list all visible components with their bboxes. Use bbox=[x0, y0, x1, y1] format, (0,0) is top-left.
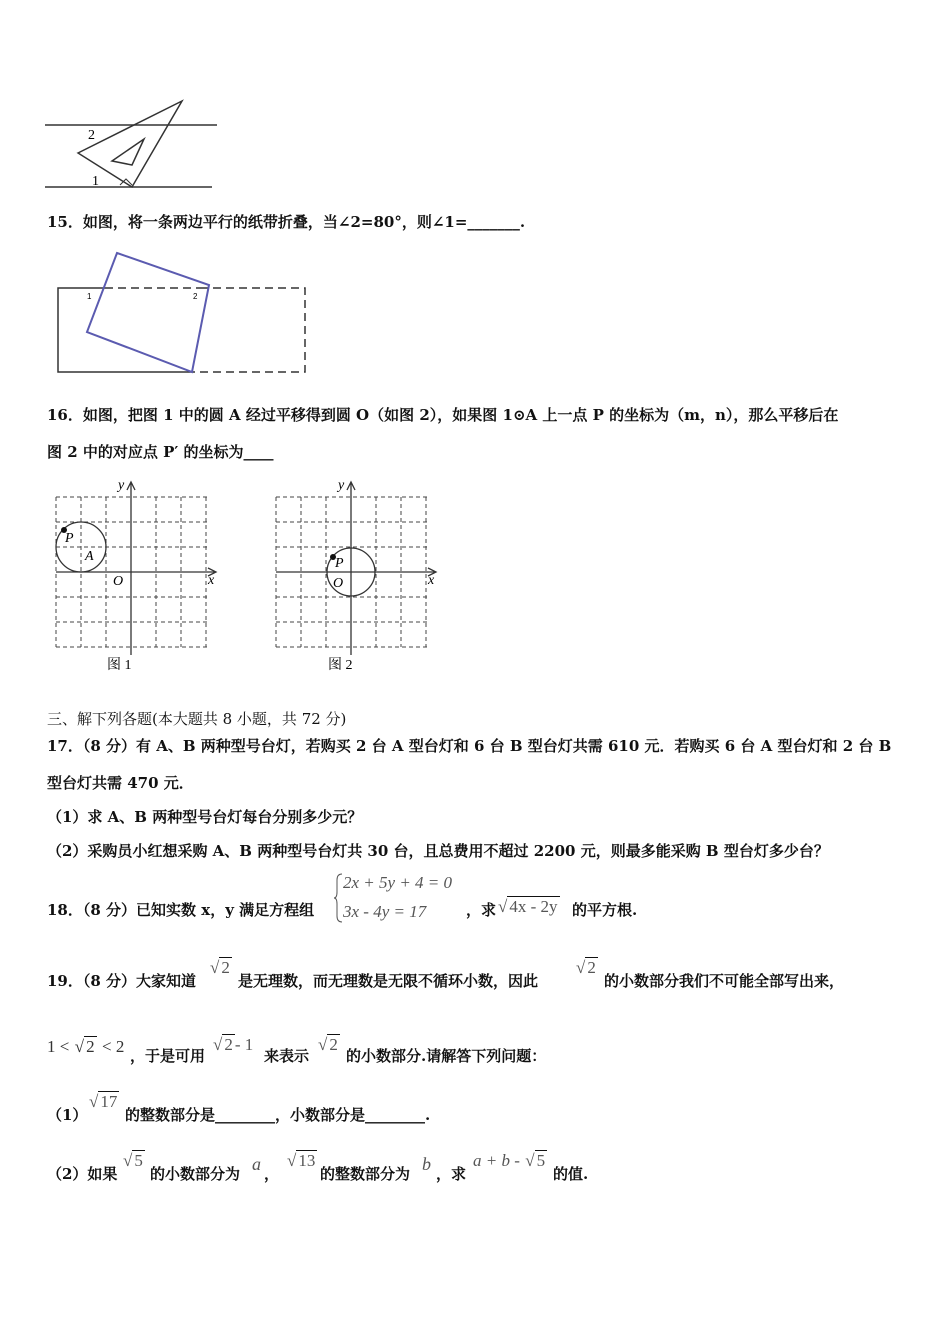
fold-angle-1-label: 1 bbox=[87, 292, 92, 301]
fig1-center-a-label: A bbox=[85, 549, 94, 564]
fig1-origin-label: O bbox=[113, 574, 124, 589]
q16-text-line1: 16．如图，把图 1 中的圆 A 经过平移得到圆 O（如图 2），如果图 1⊙A 上一点 P 的坐标为（m，n），那么平移后在 bbox=[47, 406, 839, 424]
fig1-y-axis-label: y bbox=[118, 478, 125, 493]
fig2-x-axis-label: x bbox=[428, 573, 435, 588]
coordinate-grid-figure-2 bbox=[270, 475, 450, 675]
q19-expression: a + b - √ 5 bbox=[473, 1151, 546, 1170]
angle-1-label: 1 bbox=[92, 174, 99, 189]
fig2-y-axis-label: y bbox=[338, 478, 345, 493]
q19-part2-text-1: 的小数部分为 bbox=[150, 1165, 241, 1183]
q19-text-2: 的小数部分我们不可能全部写出来， bbox=[604, 972, 845, 990]
fig2-caption: 图 2 bbox=[328, 658, 353, 673]
set-square-figure bbox=[40, 95, 225, 195]
q18-equation-1: 2x + 5y + 4 = 0 bbox=[343, 873, 453, 892]
q17-line2: 型台灯共需 470 元． bbox=[47, 774, 194, 792]
q19-sqrt5-a: √ 5 bbox=[123, 1151, 143, 1170]
section-3-heading: 三、解下列各题(本大题共 8 小题，共 72 分) bbox=[47, 710, 347, 728]
q19-part1-text: 的整数部分是________，小数部分是________. bbox=[125, 1106, 431, 1124]
q19-part2-text-3: ，求 bbox=[436, 1165, 467, 1183]
fold-angle-2-label: 2 bbox=[193, 292, 198, 301]
q19-var-b: b bbox=[422, 1154, 431, 1174]
q16-text-line2: 图 2 中的对应点 P′ 的坐标为____ bbox=[47, 443, 274, 461]
q19-sqrt2-minus-1: √ 2 - 1 bbox=[213, 1035, 254, 1054]
angle-2-label: 2 bbox=[88, 128, 95, 143]
q19-sqrt17: √ 17 bbox=[89, 1092, 118, 1111]
q19-prefix: 19．（8 分）大家知道 bbox=[47, 972, 197, 990]
q19-var-a: a bbox=[252, 1154, 261, 1174]
q19-part2-text-4: 的值. bbox=[553, 1165, 589, 1183]
coordinate-grid-figure-1 bbox=[50, 475, 230, 675]
q19-sqrt2-b: √ 2 bbox=[576, 958, 596, 977]
fig2-origin-label: O bbox=[333, 576, 344, 591]
folded-strip-figure bbox=[50, 248, 315, 378]
q18-prefix: 18．（8 分）已知实数 x，y 满足方程组 bbox=[47, 901, 315, 919]
q19-part2-comma: ， bbox=[264, 1165, 280, 1183]
q18-mid: ，求 bbox=[466, 901, 497, 919]
q19-sqrt2-c: √ 2 bbox=[318, 1035, 338, 1054]
fig1-x-axis-label: x bbox=[208, 573, 215, 588]
q19-part2-text-2: 的整数部分为 bbox=[320, 1165, 411, 1183]
q17-line1: 17．（8 分）有 A、B 两种型号台灯，若购买 2 台 A 型台灯和 6 台 B 型台灯共需 610 元．若购买 6 台 A 型台灯和 2 台 B bbox=[47, 737, 892, 755]
q17-part1: （1）求 A、B 两种型号台灯每台分别多少元？ bbox=[47, 808, 363, 826]
q18-equation-2: 3x - 4y = 17 bbox=[343, 902, 427, 921]
q15-text: 15．如图，将一条两边平行的纸带折叠，当∠2=80°，则∠1=_______. bbox=[47, 213, 526, 231]
q19-sqrt13: √ 13 bbox=[287, 1151, 316, 1170]
q19-part1-prefix: （1） bbox=[47, 1106, 88, 1124]
q19-text-4: 来表示 bbox=[264, 1047, 310, 1065]
q19-text-5: 的小数部分.请解答下列问题： bbox=[346, 1047, 547, 1065]
fig2-point-p-label: P bbox=[335, 556, 344, 571]
q19-inequality: 1 < √ 2 < 2 bbox=[47, 1037, 125, 1056]
q18-suffix: 的平方根. bbox=[572, 901, 638, 919]
q19-sqrt2-a: √ 2 bbox=[210, 958, 230, 977]
fig1-point-p-label: P bbox=[65, 531, 74, 546]
q17-part2: （2）采购员小红想采购 A、B 两种型号台灯共 30 台，且总费用不超过 2200 元，则最多能采购 B 型台灯多少台？ bbox=[47, 842, 829, 860]
q18-sqrt: √ 4x - 2y bbox=[498, 897, 558, 916]
fig1-caption: 图 1 bbox=[107, 658, 132, 673]
q19-text-1: 是无理数，而无理数是无限不循环小数，因此 bbox=[238, 972, 539, 990]
q19-text-3: ，于是可用 bbox=[130, 1047, 206, 1065]
q18-radicand: 4x - 2y bbox=[509, 897, 558, 916]
q19-part2-prefix: （2）如果 bbox=[47, 1165, 118, 1183]
